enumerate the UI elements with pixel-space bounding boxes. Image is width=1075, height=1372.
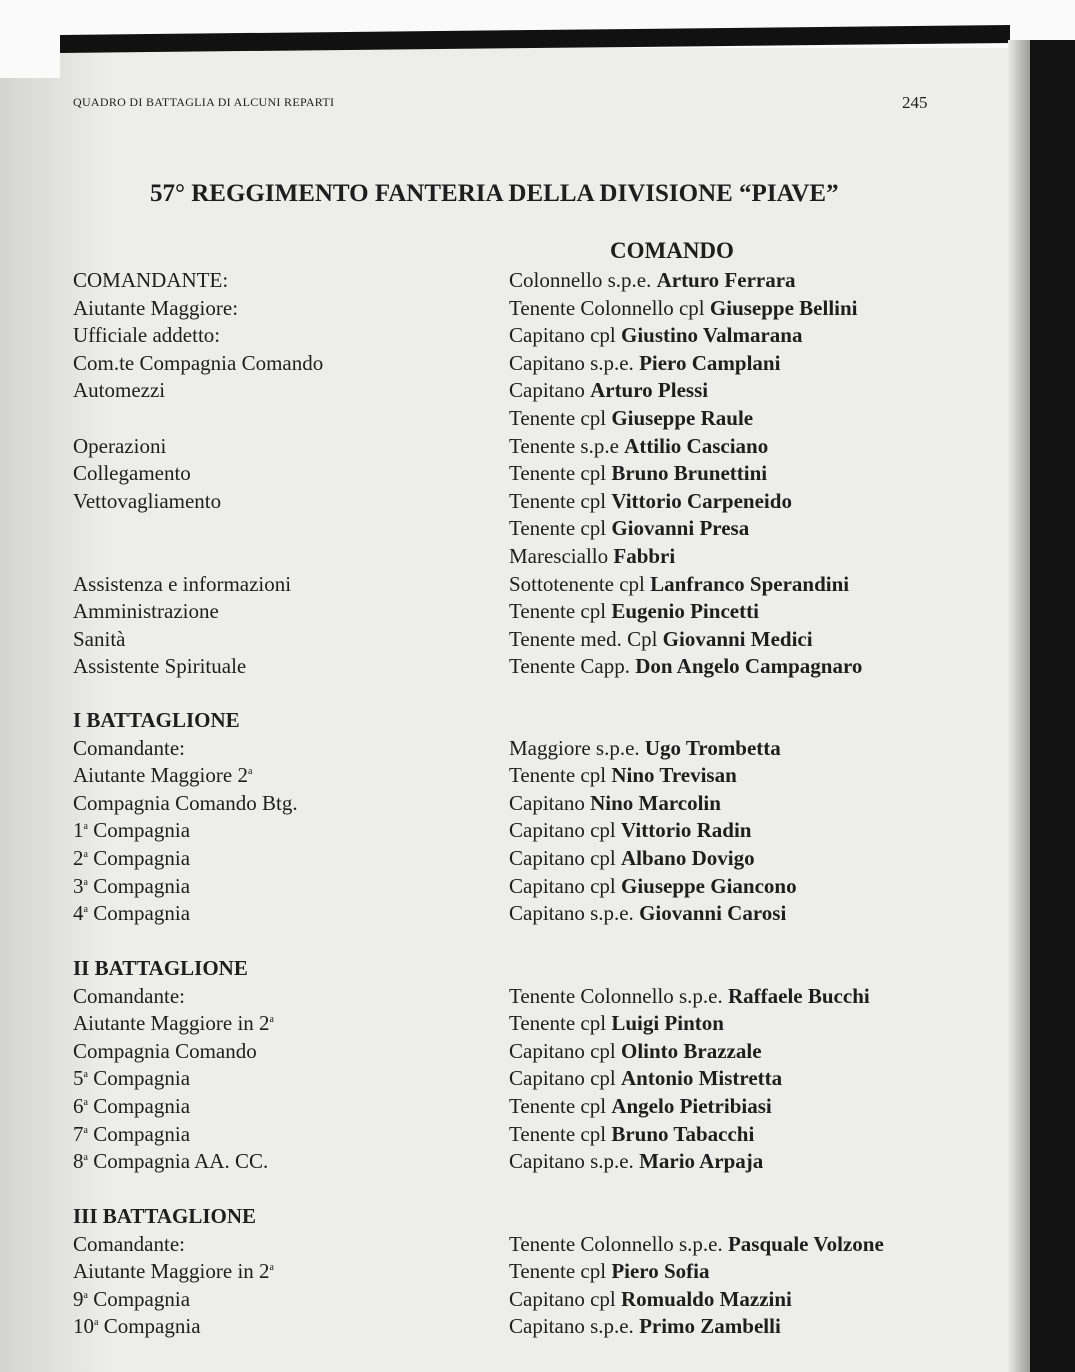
ordinal-superscript: a (83, 876, 88, 888)
role-label: Vettovagliamento (73, 488, 222, 513)
officer-rank: Maggiore s.p.e. (509, 735, 645, 760)
battalion-heading: II BATTAGLIONE (73, 956, 248, 980)
role-text: Comandante: (73, 983, 185, 1008)
role-label (73, 790, 298, 815)
officer-entry (509, 518, 749, 539)
officer-entry (509, 735, 781, 760)
role-text-suffix: Compagnia (87, 846, 191, 870)
officer-rank: Capitano cpl (509, 323, 621, 348)
role-text: 3 (73, 873, 84, 898)
ordinal-superscript: a (83, 1097, 88, 1108)
role-label (73, 1316, 201, 1337)
role-label (73, 903, 190, 924)
officer-rank: Capitano cpl (509, 1066, 621, 1091)
officer-entry (509, 463, 767, 484)
officer-entry (509, 1151, 763, 1172)
officer-rank: Capitano cpl (509, 873, 621, 898)
officer-entry (509, 571, 850, 596)
officer-rank: Tenente Colonnello s.p.e. (509, 1231, 728, 1256)
officer-rank: Tenente cpl (509, 406, 612, 430)
officer-entry (509, 350, 781, 375)
officer-name: Attilio Casciano (624, 433, 769, 458)
officer-rank: Tenente cpl (509, 1121, 612, 1146)
role-label: Automezzi (73, 378, 166, 403)
officer-name: Luigi Pinton (611, 1011, 724, 1036)
scan-border-right (1030, 40, 1075, 1372)
role-label: Operazioni (73, 433, 167, 458)
officer-rank: Capitano (509, 378, 591, 403)
officer-rank: Capitano cpl (509, 818, 621, 843)
officer-name: Giuseppe Giancono (620, 873, 797, 898)
officer-entry (509, 488, 792, 513)
officer-name: Nino Trevisan (611, 763, 737, 788)
role-label: Collegamento (73, 461, 191, 486)
page-title: 57° REGGIMENTO FANTERIA DELLA DIVISIONE “PIAVE” (150, 180, 839, 207)
battalion-heading: III BATTAGLIONE (73, 1204, 257, 1228)
officer-entry (509, 626, 813, 651)
officer-rank: Capitano (509, 790, 591, 815)
officer-entry (509, 1013, 724, 1034)
officer-name: Giustino Valmarana (620, 323, 803, 348)
role-text: Comandante: (73, 1231, 185, 1256)
officer-name: Angelo Pietribiasi (611, 1094, 772, 1118)
officer-name: Piero Sofia (611, 1259, 710, 1284)
role-label: COMANDANTE: (73, 268, 229, 292)
officer-name: Ugo Trombetta (644, 735, 781, 760)
officer-name: Bruno Tabacchi (611, 1121, 755, 1146)
role-text: 4 (73, 901, 84, 926)
role-text-suffix: Compagnia (87, 1121, 191, 1146)
role-text: Aiutante Maggiore in 2 (73, 1259, 270, 1284)
role-label (73, 1121, 191, 1146)
role-label (73, 1038, 257, 1063)
officer-name: Lanfranco Sperandini (650, 571, 850, 596)
role-text: Aiutante Maggiore 2 (73, 763, 248, 788)
officer-name: Eugenio Pincetti (611, 599, 759, 624)
officer-name: Romualdo Mazzini (620, 1286, 792, 1311)
officer-entry (509, 270, 796, 291)
role-text: Aiutante Maggiore in 2 (73, 1011, 270, 1036)
officer-name: Pasquale Volzone (727, 1231, 884, 1256)
role-label (73, 1261, 274, 1282)
officer-entry (509, 295, 858, 320)
battalion-heading: I BATTAGLIONE (73, 708, 240, 732)
ordinal-superscript: a (269, 1014, 274, 1026)
role-text-suffix: Compagnia (98, 1314, 201, 1339)
role-label: Sanità (73, 626, 126, 651)
officer-name: Giuseppe Bellini (709, 295, 858, 320)
role-text: 5 (73, 1066, 84, 1091)
officer-entry (509, 1261, 710, 1282)
page-number: 245 (902, 93, 928, 112)
officer-rank: Tenente Colonnello cpl (509, 295, 710, 320)
role-text: 8 (73, 1149, 84, 1174)
role-label (73, 848, 190, 869)
role-text-suffix: Compagnia (87, 873, 191, 898)
officer-rank: Capitano s.p.e. (509, 1314, 640, 1339)
officer-name: Vittorio Radin (620, 818, 752, 843)
officer-rank: Tenente cpl (509, 461, 612, 486)
role-text: 10 (73, 1314, 94, 1339)
officer-rank: Capitano cpl (509, 1286, 621, 1311)
officer-name: Piero Camplani (639, 350, 781, 375)
officer-rank: Capitano s.p.e. (509, 350, 640, 375)
officer-rank: Capitano s.p.e. (509, 1149, 640, 1174)
role-text-suffix: Compagnia (87, 1066, 191, 1091)
officer-entry (509, 1286, 792, 1311)
role-text: 6 (73, 1094, 84, 1118)
officer-rank: Sottotenente cpl (509, 571, 651, 596)
officer-name: Raffaele Bucchi (727, 983, 870, 1008)
officer-entry (509, 1096, 772, 1117)
ordinal-superscript: a (94, 1317, 99, 1329)
officer-rank: Tenente s.p.e (509, 433, 625, 458)
role-text-suffix: Compagnia AA. CC. (87, 1149, 269, 1174)
officer-rank: Tenente cpl (509, 599, 612, 624)
role-label (73, 1151, 268, 1172)
officer-name: Giovanni Carosi (639, 901, 787, 926)
role-text: 1 (73, 818, 84, 843)
role-text: Comandante: (73, 735, 185, 760)
officer-entry (509, 546, 675, 567)
role-text: Compagnia Comando Btg. (73, 790, 298, 815)
officer-rank: Capitano cpl (509, 1038, 621, 1063)
role-text-suffix: Compagnia (87, 1094, 191, 1118)
officer-entry (509, 601, 759, 622)
ordinal-superscript: a (83, 1152, 88, 1164)
officer-entry (509, 790, 721, 815)
officer-rank: Maresciallo (509, 544, 614, 568)
officer-entry (509, 820, 751, 841)
ordinal-superscript: a (269, 1262, 274, 1274)
officer-rank: Colonnello s.p.e. (509, 268, 657, 292)
officer-rank: Tenente med. Cpl (509, 626, 663, 651)
officer-entry (509, 1121, 755, 1146)
officer-entry (509, 1038, 762, 1063)
role-label (73, 820, 190, 841)
officer-entry (509, 1316, 781, 1337)
officer-name: Fabbri (613, 544, 676, 568)
role-label (73, 1286, 191, 1311)
ordinal-superscript: a (83, 904, 88, 916)
officer-name: Antonio Mistretta (620, 1066, 783, 1091)
officer-name: Vittorio Carpeneido (611, 488, 792, 513)
role-text-suffix: Compagnia (87, 818, 191, 843)
officer-entry (509, 325, 802, 346)
officer-name: Giuseppe Raule (611, 406, 754, 430)
officer-entry (509, 848, 755, 869)
running-head: QUADRO DI BATTAGLIA DI ALCUNI REPARTI (73, 95, 335, 109)
ordinal-superscript: a (247, 766, 253, 778)
comando-heading: COMANDO (610, 238, 734, 263)
officer-entry (509, 873, 797, 898)
officer-name: Mario Arpaja (639, 1149, 764, 1174)
officer-name: Don Angelo Campagnaro (635, 654, 863, 679)
officer-rank: Tenente Colonnello s.p.e. (509, 983, 728, 1008)
role-label (73, 735, 185, 760)
officer-name: Nino Marcolin (590, 790, 721, 815)
role-label (73, 873, 191, 898)
ordinal-superscript: a (83, 1124, 88, 1136)
officer-name: Arturo Ferrara (656, 268, 796, 292)
role-label (73, 1013, 274, 1034)
officer-entry (509, 433, 769, 458)
officer-entry (509, 380, 708, 401)
role-label: Assistenza e informazioni (73, 571, 292, 596)
officer-rank: Tenente cpl (509, 1094, 612, 1118)
role-label (73, 765, 252, 786)
role-label: Assistente Spirituale (73, 654, 247, 679)
officer-rank: Tenente cpl (509, 516, 612, 541)
ordinal-superscript: a (83, 1069, 88, 1081)
role-text-suffix: Compagnia (87, 1286, 191, 1311)
officer-rank: Capitano cpl (509, 846, 621, 870)
officer-entry (509, 1068, 782, 1089)
officer-rank: Tenente cpl (509, 763, 612, 788)
role-text: 7 (73, 1121, 84, 1146)
officer-entry (509, 765, 737, 786)
role-label: Aiutante Maggiore: (73, 295, 239, 320)
officer-name: Giovanni Presa (611, 516, 750, 541)
role-label (73, 1068, 190, 1089)
role-label: Amministrazione (73, 599, 219, 624)
role-label (73, 1231, 185, 1256)
officer-name: Bruno Brunettini (611, 461, 768, 486)
officer-rank: Tenente cpl (509, 488, 612, 513)
officer-entry (509, 903, 786, 924)
officer-rank: Tenente Capp. (509, 654, 636, 679)
role-text-suffix: Compagnia (87, 901, 191, 926)
officer-name: Primo Zambelli (639, 1314, 781, 1339)
role-text: 2 (73, 846, 84, 870)
officer-name: Giovanni Medici (662, 626, 813, 651)
role-label (73, 983, 185, 1008)
ordinal-superscript: a (83, 849, 88, 860)
role-label: Com.te Compagnia Comando (73, 350, 324, 375)
officer-entry (509, 1231, 884, 1256)
officer-name: Albano Dovigo (620, 846, 755, 870)
page-edge-shadow (1008, 40, 1030, 1372)
role-text: 9 (73, 1286, 84, 1311)
ordinal-superscript: a (83, 821, 88, 833)
officer-name: Olinto Brazzale (620, 1038, 762, 1063)
officer-rank: Capitano s.p.e. (509, 901, 640, 926)
ordinal-superscript: a (83, 1289, 88, 1301)
officer-entry (509, 408, 753, 429)
role-text: Compagnia Comando (73, 1038, 257, 1063)
officer-entry (509, 983, 870, 1008)
role-label (73, 1096, 190, 1117)
officer-name: Arturo Plessi (590, 378, 709, 403)
scan-margin-left (0, 48, 60, 78)
officer-rank: Tenente cpl (509, 1011, 612, 1036)
officer-rank: Tenente cpl (509, 1259, 612, 1284)
officer-entry (509, 656, 862, 677)
role-label: Ufficiale addetto: (73, 323, 221, 348)
